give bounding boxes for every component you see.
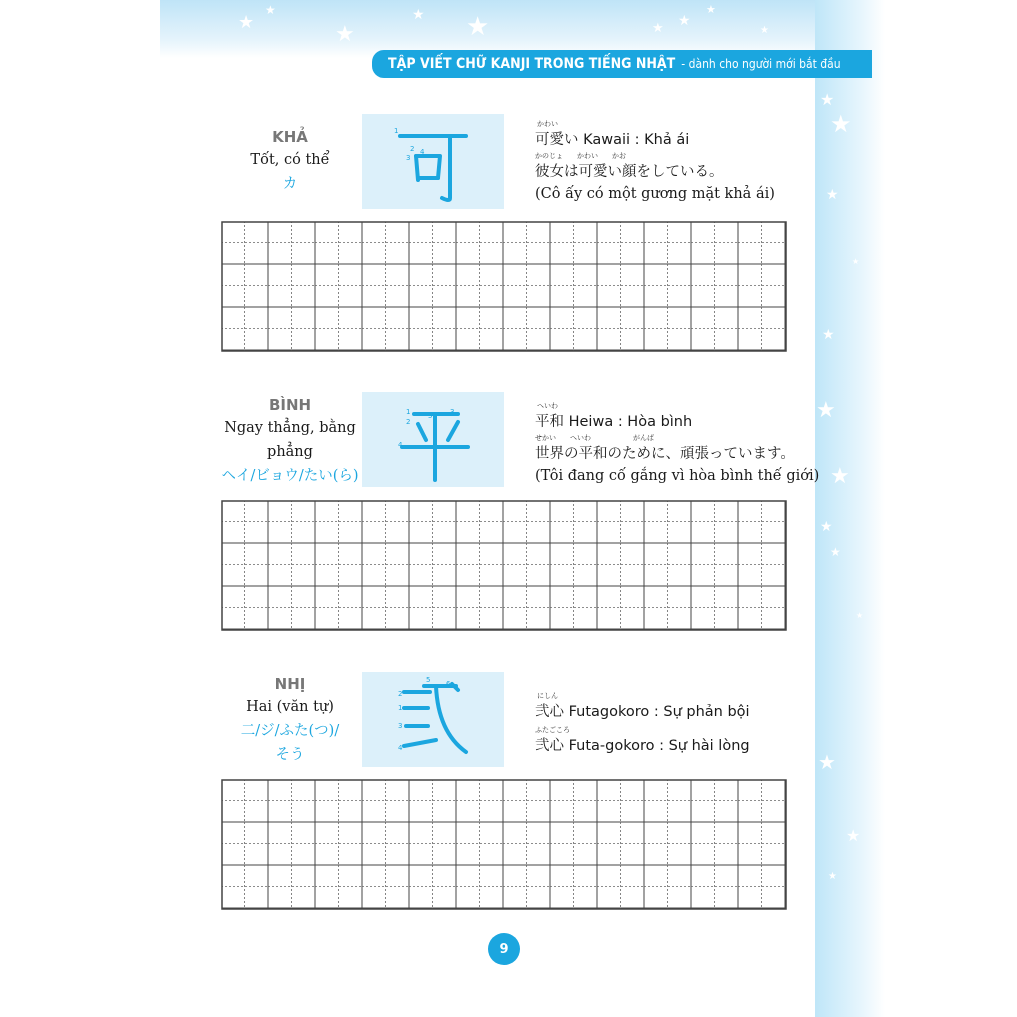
- kanji-stroke-box: [362, 114, 504, 209]
- star-icon: ★: [652, 21, 664, 36]
- kanji-meaning: phẳng: [267, 444, 313, 460]
- star-icon: ★: [238, 12, 255, 33]
- example-text: 平和 Heiwa : Hòa bình: [535, 414, 693, 430]
- example-line: [535, 726, 815, 758]
- kanji-name: NHỊ: [274, 675, 306, 693]
- furigana: せかい へいわ がんば: [535, 434, 654, 442]
- star-icon: ★: [466, 12, 490, 42]
- kanji-stroke-box: [362, 672, 504, 767]
- star-icon: ★: [760, 25, 769, 36]
- example-line: [535, 468, 820, 492]
- example-list: [535, 402, 820, 492]
- star-icon: ★: [826, 187, 839, 203]
- star-icon: ★: [846, 826, 861, 845]
- svg-text:1: 1: [394, 127, 399, 135]
- kanji-meaning: Ngay thẳng, bằng: [224, 420, 356, 436]
- example-line: [535, 120, 815, 152]
- example-line: [535, 692, 815, 726]
- svg-text:6: 6: [446, 680, 451, 688]
- kanji-stroke-diagram: [362, 114, 504, 209]
- furigana: ふたごころ: [535, 726, 570, 734]
- star-icon: ★: [856, 611, 864, 620]
- example-line: [535, 402, 815, 434]
- star-icon: ★: [822, 327, 835, 343]
- furigana: へいわ: [537, 402, 558, 410]
- page-number: 9: [488, 933, 520, 965]
- svg-text:3: 3: [406, 154, 411, 162]
- star-icon: ★: [828, 871, 837, 882]
- example-text: 弐心 Futa-gokoro : Sự hài lòng: [535, 738, 750, 754]
- kanji-info: [215, 128, 365, 196]
- example-text: (Cô ấy có một gương mặt khả ái): [535, 186, 775, 202]
- furigana: かわい: [537, 120, 558, 128]
- star-icon: ★: [818, 750, 836, 774]
- example-text: (Tôi đang cố gắng vì hòa bình thế giới): [535, 468, 820, 484]
- header-bar: [372, 50, 872, 78]
- star-icon: ★: [830, 545, 841, 559]
- example-line: [535, 152, 815, 186]
- star-icon: ★: [820, 519, 833, 535]
- svg-text:1: 1: [406, 408, 411, 416]
- svg-text:5: 5: [428, 412, 433, 420]
- furigana: かのじょ かわい かお: [535, 152, 626, 160]
- svg-text:4: 4: [398, 441, 403, 449]
- kanji-reading: カ: [282, 176, 298, 192]
- star-icon: ★: [830, 464, 850, 489]
- star-icon: ★: [830, 110, 852, 138]
- svg-text:2: 2: [410, 145, 415, 153]
- writing-grid: [221, 221, 789, 353]
- kanji-meaning: Hai (văn tự): [246, 699, 334, 715]
- star-icon: ★: [265, 3, 276, 17]
- svg-text:3: 3: [450, 408, 455, 416]
- svg-text:1: 1: [398, 704, 403, 712]
- kanji-stroke-diagram: [362, 672, 504, 767]
- svg-text:2: 2: [398, 690, 403, 698]
- example-text: 世界の平和のために、頑張っています。: [535, 446, 795, 462]
- svg-text:5: 5: [448, 134, 453, 142]
- svg-text:3: 3: [398, 722, 403, 730]
- side-decoration: [815, 0, 885, 1017]
- example-text: 可愛い Kawaii : Khả ái: [535, 132, 690, 148]
- star-icon: ★: [335, 22, 355, 47]
- writing-grid: [221, 779, 789, 911]
- furigana: にしん: [537, 692, 558, 700]
- kanji-meaning: Tốt, có thể: [250, 152, 330, 168]
- header-subtitle: - dành cho người mới bắt đầu: [681, 57, 841, 71]
- star-icon: ★: [816, 398, 836, 423]
- kanji-info: [215, 675, 365, 767]
- kanji-info: [215, 396, 365, 488]
- kanji-name: BÌNH: [268, 396, 312, 414]
- example-list: [535, 692, 815, 758]
- example-line: [535, 434, 815, 468]
- example-text: 彼女は可愛い顔をしている。: [535, 164, 724, 180]
- kanji-reading: ヘイ/ビョウ/たい(ら): [221, 468, 359, 484]
- example-text: 弐心 Futagokoro : Sự phản bội: [535, 704, 750, 720]
- svg-text:4: 4: [420, 148, 425, 156]
- kanji-stroke-diagram: [362, 392, 504, 487]
- kanji-reading: そう: [275, 747, 305, 763]
- header-title: TẬP VIẾT CHỮ KANJI TRONG TIẾNG NHẬT: [388, 56, 676, 72]
- kanji-name: KHẢ: [272, 128, 308, 146]
- svg-text:5: 5: [426, 676, 431, 684]
- kanji-stroke-box: [362, 392, 504, 487]
- kanji-reading: 二/ジ/ふた(つ)/: [240, 723, 340, 739]
- star-icon: ★: [678, 13, 691, 29]
- svg-text:4: 4: [398, 744, 403, 752]
- writing-grid: [221, 500, 789, 632]
- example-line: [535, 186, 815, 210]
- star-icon: ★: [852, 257, 860, 266]
- svg-text:2: 2: [406, 418, 411, 426]
- star-icon: ★: [412, 7, 425, 23]
- star-icon: ★: [706, 3, 716, 16]
- example-list: [535, 120, 815, 210]
- star-icon: ★: [820, 90, 835, 109]
